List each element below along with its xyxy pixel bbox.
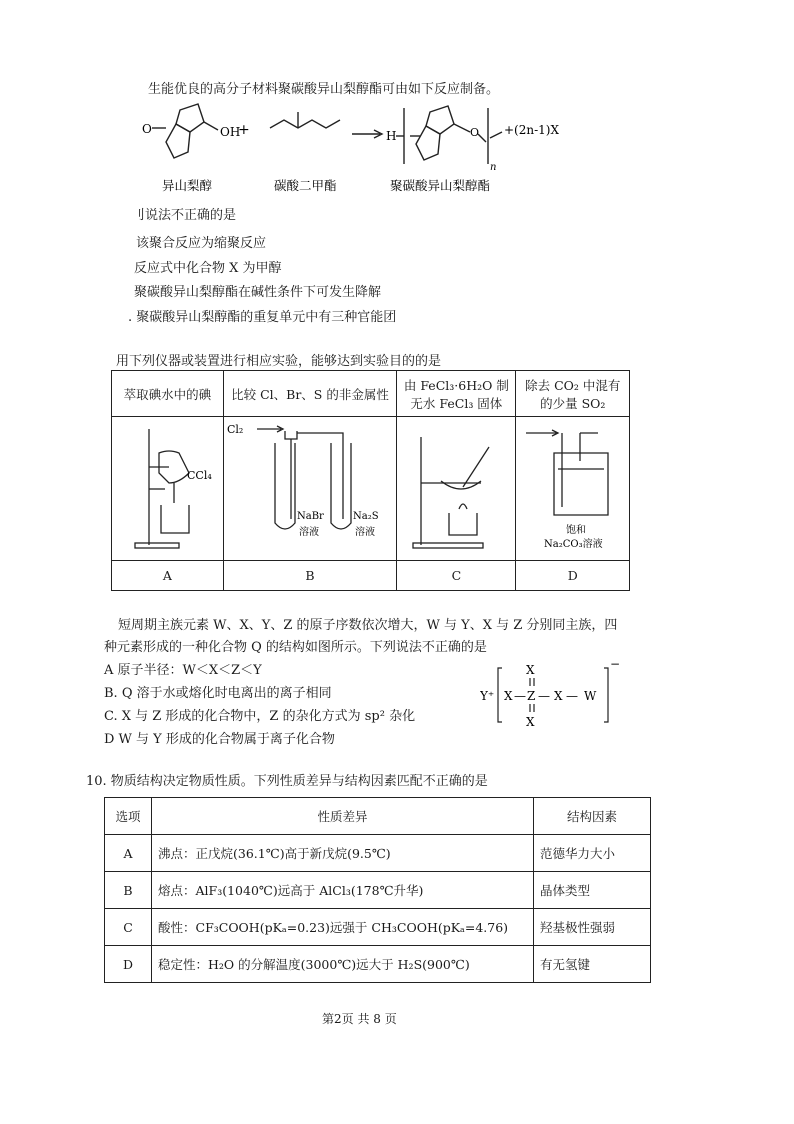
na2s-rongye: 溶液	[354, 527, 375, 538]
na2co3-label: Na₂CO₃溶液	[543, 539, 603, 550]
header-option: 选项	[105, 798, 152, 835]
polymer-o: O	[470, 126, 480, 139]
apparatus-a	[112, 417, 224, 561]
reactant2-name: 碳酸二甲酯	[274, 178, 337, 193]
table-row: D 稳定性：H₂O 的分解温度(3000℃)远大于 H₂S(900℃) 有无氢键	[105, 946, 651, 983]
test-tubes-figure	[225, 419, 395, 555]
q8-option-c: 聚碳酸异山梨醇酯在碱性条件下可发生降解	[134, 285, 382, 300]
struct-x-bottom: X	[526, 715, 535, 729]
q8-option-d: . 聚碳酸异山梨醇酯的重复单元中有三种官能团	[128, 310, 397, 325]
letter-a: A	[112, 561, 224, 591]
q10-stem-line2: 种元素形成的一种化合物 Q 的结构如图所示。下列说法不正确的是	[104, 640, 487, 655]
q8-stem: 刂说法不正确的是	[132, 208, 237, 223]
ccl4-label: CCl₄	[187, 469, 213, 482]
table-row: B 熔点：AlF₃(1040℃)远高于 AlCl₃(178℃升华) 晶体类型	[105, 872, 651, 909]
page-footer: 第2页 共 8 页	[322, 1012, 397, 1026]
letter-b: B	[223, 561, 396, 591]
letter-d: D	[516, 561, 630, 591]
product-name: 聚碳酸异山梨醇酯	[390, 178, 491, 193]
isosorbide-o-left: O	[142, 122, 152, 136]
q8-option-b: 反应式中化合物 X 为甲醇	[134, 261, 282, 276]
plus-sign: +	[238, 122, 250, 138]
header-property: 性质差异	[152, 798, 534, 835]
isosorbide-ring-bottom	[166, 124, 190, 158]
property-table	[104, 797, 651, 983]
separatory-funnel-figure	[117, 419, 217, 555]
reaction-scheme	[140, 98, 600, 198]
q10-option-c: C. X 与 Z 形成的化合物中，Z 的杂化方式为 sp² 杂化	[104, 709, 416, 724]
baohe-label: 饱和	[565, 525, 586, 536]
nabr-label: NaBr	[296, 511, 324, 522]
polymer-n: n	[490, 162, 497, 173]
struct-x-top: X	[526, 663, 535, 677]
q10-option-a: A 原子半径：W＜X＜Z＜Y	[104, 663, 262, 678]
q10-stem-line1: 短周期主族元素 W、X、Y、Z 的原子序数依次增大，W 与 Y、X 与 Z 分别同主族，四	[118, 618, 618, 633]
struct-w: W	[584, 689, 597, 703]
evaporating-dish-figure	[401, 419, 511, 555]
compound-q-structure	[480, 656, 630, 736]
struct-x-left: X	[504, 689, 513, 703]
q10-option-d: D W 与 Y 形成的化合物属于离子化合物	[104, 732, 335, 747]
byproduct: +(2n-1)X	[504, 123, 560, 137]
header-a: 萃取碘水中的碘	[112, 371, 224, 417]
header-b: 比较 Cl、Br、S 的非金属性	[223, 371, 396, 417]
q10-option-b: B. Q 溶于水或熔化时电离出的离子相同	[104, 686, 332, 701]
struct-dash3: —	[566, 689, 578, 703]
struct-dash2: —	[538, 689, 550, 703]
polymer-h: H	[386, 129, 397, 143]
table-row: A 沸点：正戊烷(36.1℃)高于新戊烷(9.5℃) 范德华力大小	[105, 835, 651, 872]
struct-x-right: X	[554, 689, 563, 703]
q9-stem: 用下列仪器或装置进行相应实验，能够达到实验目的的是	[116, 354, 442, 369]
gas-washing-bottle-figure	[518, 419, 628, 555]
cl2-label: Cl₂	[226, 423, 244, 436]
struct-dash1: —	[514, 689, 526, 703]
table-row: C 酸性：CF₃COOH(pKₐ=0.23)远强于 CH₃COOH(pKₐ=4.76) 羟基极性强弱	[105, 909, 651, 946]
na2s-label: Na₂S	[352, 511, 379, 522]
letter-c: C	[397, 561, 516, 591]
struct-z: Z	[527, 689, 536, 703]
nabr-rongye: 溶液	[298, 527, 319, 538]
isosorbide-oh: OH	[220, 125, 241, 139]
struct-y: Y⁺	[480, 689, 495, 703]
header-c: 由 FeCl₃·6H₂O 制 无水 FeCl₃ 固体	[397, 371, 516, 417]
reactant1-name: 异山梨醇	[162, 178, 213, 193]
header-factor: 结构因素	[534, 798, 651, 835]
question-intro: 生能优良的高分子材料聚碳酸异山梨醇酯可由如下反应制备。	[148, 82, 500, 97]
struct-charge: −	[610, 657, 621, 671]
apparatus-table	[111, 370, 630, 591]
q11-stem: 10. 物质结构决定物质性质。下列性质差异与结构因素匹配不正确的是	[86, 774, 488, 789]
header-d: 除去 CO₂ 中混有 的少量 SO₂	[516, 371, 630, 417]
isosorbide-ring-top	[176, 104, 204, 132]
q8-option-a: 该聚合反应为缩聚反应	[136, 236, 267, 251]
